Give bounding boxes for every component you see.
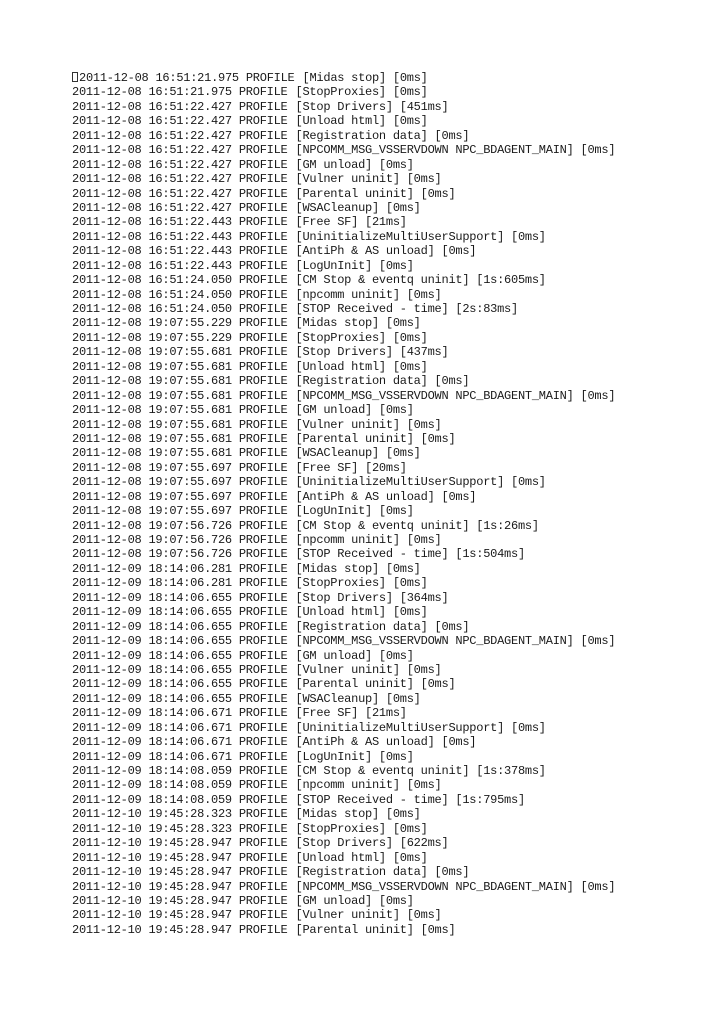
log-line [72,302,615,316]
log-timestamp: 2011-12-09 18:14:06.655 [72,605,232,620]
log-level: PROFILE [238,836,288,851]
log-level: PROFILE [238,590,288,605]
log-timestamp: 2011-12-08 16:51:22.427 [72,172,232,187]
log-line [72,143,615,157]
log-timestamp: 2011-12-10 19:45:28.947 [72,879,232,894]
log-line [72,778,615,792]
log-message: [UninitializeMultiUserSupport] [0ms] [295,475,546,490]
log-timestamp: 2011-12-08 16:51:22.427 [72,99,232,114]
log-timestamp: 2011-12-09 18:14:06.671 [72,735,232,750]
log-line [72,504,615,518]
log-level: PROFILE [238,893,288,908]
log-timestamp: 2011-12-09 18:14:06.655 [72,662,232,677]
log-line [72,71,615,85]
log-line [72,634,615,648]
log-timestamp: 2011-12-08 19:07:55.681 [72,417,232,432]
log-level: PROFILE [238,114,288,129]
log-line [72,230,615,244]
log-level: PROFILE [238,634,288,649]
log-message: [Stop Drivers] [622ms] [295,836,449,851]
log-line [72,576,615,590]
log-message: [Vulner uninit] [0ms] [295,172,442,187]
log-line [72,836,615,850]
log-line [72,172,615,186]
log-level: PROFILE [238,258,288,273]
log-message: [WSACleanup] [0ms] [295,691,421,706]
log-level: PROFILE [238,792,288,807]
log-line [72,316,615,330]
log-timestamp: 2011-12-09 18:14:08.059 [72,764,232,778]
log-timestamp: 2011-12-08 16:51:22.427 [72,143,232,158]
log-timestamp: 2011-12-10 19:45:28.323 [72,807,232,822]
log-message: [NPCOMM_MSG_VSSERVDOWN NPC_BDAGENT_MAIN] [0ms] [295,143,616,158]
log-message: [Unload html] [0ms] [295,605,428,620]
log-level: PROFILE [238,749,288,764]
log-level: PROFILE [238,316,288,331]
log-level: PROFILE [238,865,288,880]
log-timestamp: 2011-12-08 16:51:22.443 [72,244,232,259]
log-line [72,345,615,359]
log-timestamp: 2011-12-08 16:51:21.975 [72,85,232,100]
log-timestamp: 2011-12-09 18:14:06.671 [72,749,232,764]
log-timestamp: 2011-12-08 16:51:24.050 [72,302,232,316]
log-line [72,923,615,937]
log-line [72,331,615,345]
log-timestamp: 2011-12-09 18:14:06.671 [72,720,232,735]
log-timestamp: 2011-12-09 18:14:06.655 [72,648,232,663]
log-line [72,735,615,749]
log-line [72,85,615,99]
log-timestamp: 2011-12-10 19:45:28.947 [72,865,232,880]
log-timestamp: 2011-12-08 19:07:55.229 [72,330,232,345]
log-level: PROFILE [238,172,288,187]
log-timestamp: 2011-12-08 19:07:55.681 [72,345,232,360]
log-level: PROFILE [238,879,288,894]
log-message: [npcomm uninit] [0ms] [295,778,442,793]
log-line [72,475,615,489]
log-message: [Free SF] [20ms] [295,460,407,475]
log-line [72,908,615,922]
log-message: [Parental uninit] [0ms] [295,677,456,692]
log-level: PROFILE [238,345,288,360]
log-level: PROFILE [238,273,288,288]
log-level: PROFILE [238,677,288,692]
log-line [72,677,615,691]
log-message: [Midas stop] [0ms] [295,316,421,331]
log-line [72,591,615,605]
log-level: PROFILE [238,605,288,620]
log-level: PROFILE [238,128,288,143]
log-timestamp: 2011-12-08 16:51:24.050 [72,287,232,302]
log-level: PROFILE [238,302,288,316]
log-timestamp: 2011-12-10 19:45:28.323 [72,821,232,836]
log-level: PROFILE [245,71,295,85]
log-level: PROFILE [238,374,288,389]
log-line [72,807,615,821]
log-line [72,880,615,894]
log-line [72,547,615,561]
log-message: [Midas stop] [0ms] [302,71,428,85]
log-level: PROFILE [238,691,288,706]
log-level: PROFILE [238,403,288,418]
log-message: [Stop Drivers] [437ms] [295,345,449,360]
log-timestamp: 2011-12-08 16:51:22.427 [72,157,232,172]
log-level: PROFILE [238,922,288,937]
log-message: [Unload html] [0ms] [295,359,428,374]
log-timestamp: 2011-12-09 18:14:06.655 [72,677,232,692]
log-level: PROFILE [238,850,288,865]
log-message: [CM Stop & eventq uninit] [1s:605ms] [295,273,546,288]
log-line [72,692,615,706]
log-timestamp: 2011-12-10 19:45:28.947 [72,908,232,923]
log-level: PROFILE [238,533,288,547]
log-message: [Vulner uninit] [0ms] [295,908,442,923]
log-line [72,100,615,114]
log-level: PROFILE [238,662,288,677]
log-timestamp: 2011-12-08 19:07:55.697 [72,504,232,519]
log-line [72,764,615,778]
log-timestamp: 2011-12-08 19:07:55.229 [72,316,232,331]
log-level: PROFILE [238,706,288,721]
log-level: PROFILE [238,215,288,230]
log-message: [AntiPh & AS unload] [0ms] [295,735,477,750]
log-message: [Stop Drivers] [364ms] [295,590,449,605]
log-line [72,750,615,764]
log-level: PROFILE [238,648,288,663]
log-line [72,822,615,836]
log-level: PROFILE [238,388,288,403]
log-timestamp: 2011-12-08 19:07:55.697 [72,475,232,490]
log-text-block [72,71,615,937]
log-level: PROFILE [238,807,288,822]
log-timestamp: 2011-12-10 19:45:28.947 [72,893,232,908]
log-message: [Parental uninit] [0ms] [295,922,456,937]
log-message: [LogUnInit] [0ms] [295,749,414,764]
log-timestamp: 2011-12-08 19:07:56.726 [72,518,232,533]
log-message: [STOP Received - time] [1s:504ms] [295,547,525,562]
log-message: [GM unload] [0ms] [295,893,414,908]
log-level: PROFILE [238,735,288,750]
log-message: [Vulner uninit] [0ms] [295,662,442,677]
log-timestamp: 2011-12-08 16:51:22.443 [72,229,232,244]
log-timestamp: 2011-12-08 19:07:55.697 [72,460,232,475]
log-timestamp: 2011-12-09 18:14:08.059 [72,792,232,807]
log-level: PROFILE [238,143,288,158]
log-level: PROFILE [238,504,288,519]
log-message: [NPCOMM_MSG_VSSERVDOWN NPC_BDAGENT_MAIN] [0ms] [295,634,616,649]
log-message: [Vulner uninit] [0ms] [295,417,442,432]
log-line [72,533,615,547]
log-line [72,215,615,229]
log-message: [StopProxies] [0ms] [295,85,428,100]
log-message: [Registration data] [0ms] [295,374,470,389]
log-line [72,851,615,865]
log-message: [Midas stop] [0ms] [295,561,421,576]
log-line [72,244,615,258]
log-timestamp: 2011-12-08 16:51:22.427 [72,200,232,215]
log-message: [Unload html] [0ms] [295,850,428,865]
log-message: [LogUnInit] [0ms] [295,504,414,519]
log-message: [LogUnInit] [0ms] [295,258,414,273]
log-line [72,620,615,634]
log-level: PROFILE [238,229,288,244]
log-line [72,605,615,619]
log-level: PROFILE [238,720,288,735]
log-timestamp: 2011-12-08 16:51:22.427 [72,114,232,129]
log-level: PROFILE [238,287,288,302]
log-timestamp: 2011-12-10 19:45:28.947 [72,850,232,865]
log-line [72,432,615,446]
log-line [72,403,615,417]
log-timestamp: 2011-12-08 16:51:24.050 [72,273,232,288]
log-message: [WSACleanup] [0ms] [295,200,421,215]
log-message: [UninitializeMultiUserSupport] [0ms] [295,229,546,244]
log-line [72,663,615,677]
log-message: [WSACleanup] [0ms] [295,446,421,461]
log-line [72,490,615,504]
log-timestamp: 2011-12-08 19:07:55.681 [72,403,232,418]
log-line [72,461,615,475]
missing-glyph-icon [72,72,78,82]
log-timestamp: 2011-12-08 19:07:56.726 [72,533,232,547]
log-timestamp: 2011-12-09 18:14:06.281 [72,561,232,576]
log-message: [Parental uninit] [0ms] [295,431,456,446]
log-timestamp: 2011-12-08 19:07:55.697 [72,489,232,504]
log-message: [STOP Received - time] [2s:83ms] [295,302,518,316]
log-message: [Stop Drivers] [451ms] [295,99,449,114]
log-timestamp: 2011-12-08 16:51:22.427 [72,186,232,201]
log-timestamp: 2011-12-08 16:51:22.443 [72,258,232,273]
log-line [72,706,615,720]
log-level: PROFILE [238,85,288,100]
log-message: [StopProxies] [0ms] [295,330,428,345]
log-timestamp: 2011-12-08 16:51:22.443 [72,215,232,230]
log-level: PROFILE [238,460,288,475]
log-level: PROFILE [238,489,288,504]
log-timestamp: 2011-12-08 16:51:22.427 [72,128,232,143]
log-message: [Midas stop] [0ms] [295,807,421,822]
log-level: PROFILE [238,200,288,215]
log-level: PROFILE [238,186,288,201]
log-line [72,158,615,172]
log-line [72,114,615,128]
log-level: PROFILE [238,821,288,836]
log-message: [Unload html] [0ms] [295,114,428,129]
log-message: [Free SF] [21ms] [295,215,407,230]
log-message: [STOP Received - time] [1s:795ms] [295,792,525,807]
log-message: [GM unload] [0ms] [295,157,414,172]
log-line [72,446,615,460]
log-level: PROFILE [238,446,288,461]
log-line [72,562,615,576]
log-level: PROFILE [238,547,288,562]
log-line [72,793,615,807]
log-message: [CM Stop & eventq uninit] [1s:378ms] [295,764,546,778]
log-message: [StopProxies] [0ms] [295,576,428,591]
log-timestamp: 2011-12-08 16:51:21.975 [79,71,239,85]
log-level: PROFILE [238,908,288,923]
log-message: [CM Stop & eventq uninit] [1s:26ms] [295,518,539,533]
log-line [72,201,615,215]
log-message: [GM unload] [0ms] [295,403,414,418]
log-line [72,259,615,273]
log-message: [Free SF] [21ms] [295,706,407,721]
log-level: PROFILE [238,330,288,345]
log-message: [UninitializeMultiUserSupport] [0ms] [295,720,546,735]
log-timestamp: 2011-12-08 19:07:56.726 [72,547,232,562]
log-timestamp: 2011-12-09 18:14:08.059 [72,778,232,793]
log-level: PROFILE [238,561,288,576]
log-timestamp: 2011-12-09 18:14:06.655 [72,691,232,706]
log-line [72,894,615,908]
log-timestamp: 2011-12-09 18:14:06.655 [72,590,232,605]
log-message: [AntiPh & AS unload] [0ms] [295,244,477,259]
log-message: [StopProxies] [0ms] [295,821,428,836]
log-line [72,187,615,201]
log-level: PROFILE [238,518,288,533]
log-message: [GM unload] [0ms] [295,648,414,663]
log-line [72,865,615,879]
log-timestamp: 2011-12-09 18:14:06.281 [72,576,232,591]
log-line [72,721,615,735]
log-message: [NPCOMM_MSG_VSSERVDOWN NPC_BDAGENT_MAIN] [0ms] [295,879,616,894]
log-level: PROFILE [238,359,288,374]
log-timestamp: 2011-12-08 19:07:55.681 [72,388,232,403]
log-line [72,273,615,287]
log-timestamp: 2011-12-08 19:07:55.681 [72,359,232,374]
log-message: [Parental uninit] [0ms] [295,186,456,201]
log-level: PROFILE [238,99,288,114]
log-message: [npcomm uninit] [0ms] [295,287,442,302]
log-message: [Registration data] [0ms] [295,128,470,143]
log-timestamp: 2011-12-10 19:45:28.947 [72,836,232,851]
log-level: PROFILE [238,764,288,778]
log-timestamp: 2011-12-09 18:14:06.655 [72,634,232,649]
log-timestamp: 2011-12-09 18:14:06.655 [72,619,232,634]
log-line [72,418,615,432]
log-line [72,519,615,533]
log-message: [npcomm uninit] [0ms] [295,533,442,547]
log-timestamp: 2011-12-08 19:07:55.681 [72,446,232,461]
log-timestamp: 2011-12-08 19:07:55.681 [72,431,232,446]
log-level: PROFILE [238,157,288,172]
log-message: [AntiPh & AS unload] [0ms] [295,489,477,504]
log-level: PROFILE [238,576,288,591]
log-message: [Registration data] [0ms] [295,619,470,634]
log-line [72,374,615,388]
log-level: PROFILE [238,244,288,259]
log-timestamp: 2011-12-10 19:45:28.947 [72,922,232,937]
log-message: [Registration data] [0ms] [295,865,470,880]
log-timestamp: 2011-12-09 18:14:06.671 [72,706,232,721]
log-timestamp: 2011-12-08 19:07:55.681 [72,374,232,389]
log-line [72,129,615,143]
log-line [72,288,615,302]
log-level: PROFILE [238,778,288,793]
log-message: [NPCOMM_MSG_VSSERVDOWN NPC_BDAGENT_MAIN] [0ms] [295,388,616,403]
log-line [72,389,615,403]
log-level: PROFILE [238,475,288,490]
log-level: PROFILE [238,417,288,432]
log-level: PROFILE [238,431,288,446]
log-level: PROFILE [238,619,288,634]
log-line [72,649,615,663]
log-line [72,360,615,374]
